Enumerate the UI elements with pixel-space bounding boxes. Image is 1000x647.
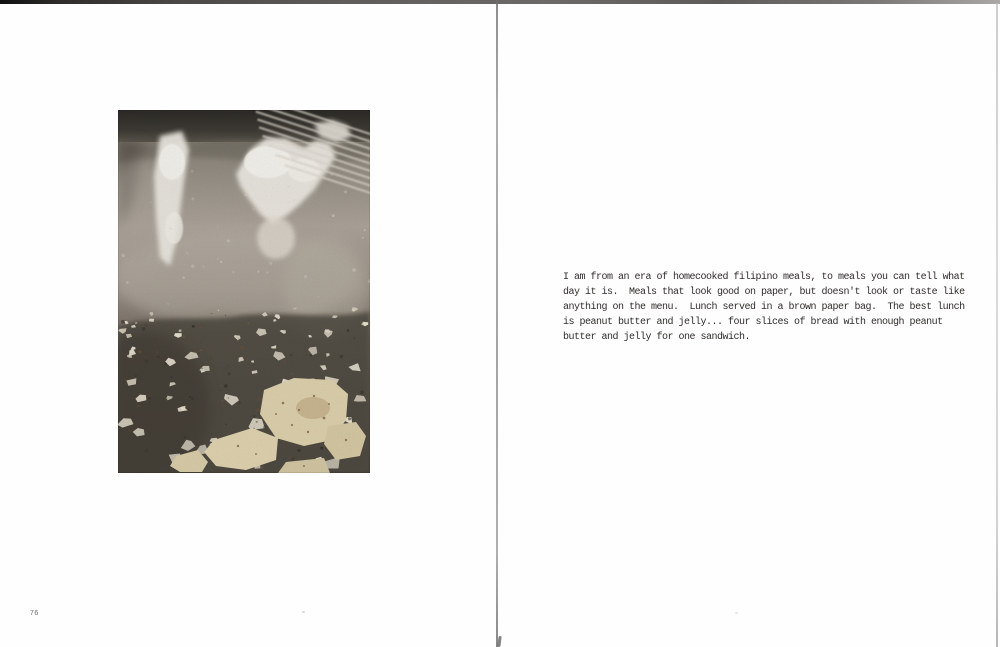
page-gutter bbox=[496, 0, 498, 647]
dust-speck bbox=[735, 612, 738, 614]
dust-speck bbox=[302, 611, 305, 613]
caption-line: is peanut butter and jelly... four slices of bread with enough peanut bbox=[563, 317, 943, 328]
page-number: 76 bbox=[30, 610, 39, 617]
gutter-smudge bbox=[497, 636, 501, 647]
caption-line: I am from an era of homecooked filipino meals, to meals you can tell what bbox=[563, 272, 965, 283]
caption-line: anything on the menu. Lunch served in a brown paper bag. The best lunch bbox=[563, 302, 965, 313]
page-edge-right bbox=[996, 3, 998, 647]
caption-line: day it is. Meals that look good on paper, but doesn't look or taste like bbox=[563, 287, 965, 298]
photo-melting-snow-ice-gravel bbox=[118, 110, 370, 473]
caption-line: butter and jelly for one sandwich. bbox=[563, 332, 751, 343]
caption-text-block bbox=[563, 270, 973, 345]
scan-edge-top bbox=[0, 0, 1000, 4]
